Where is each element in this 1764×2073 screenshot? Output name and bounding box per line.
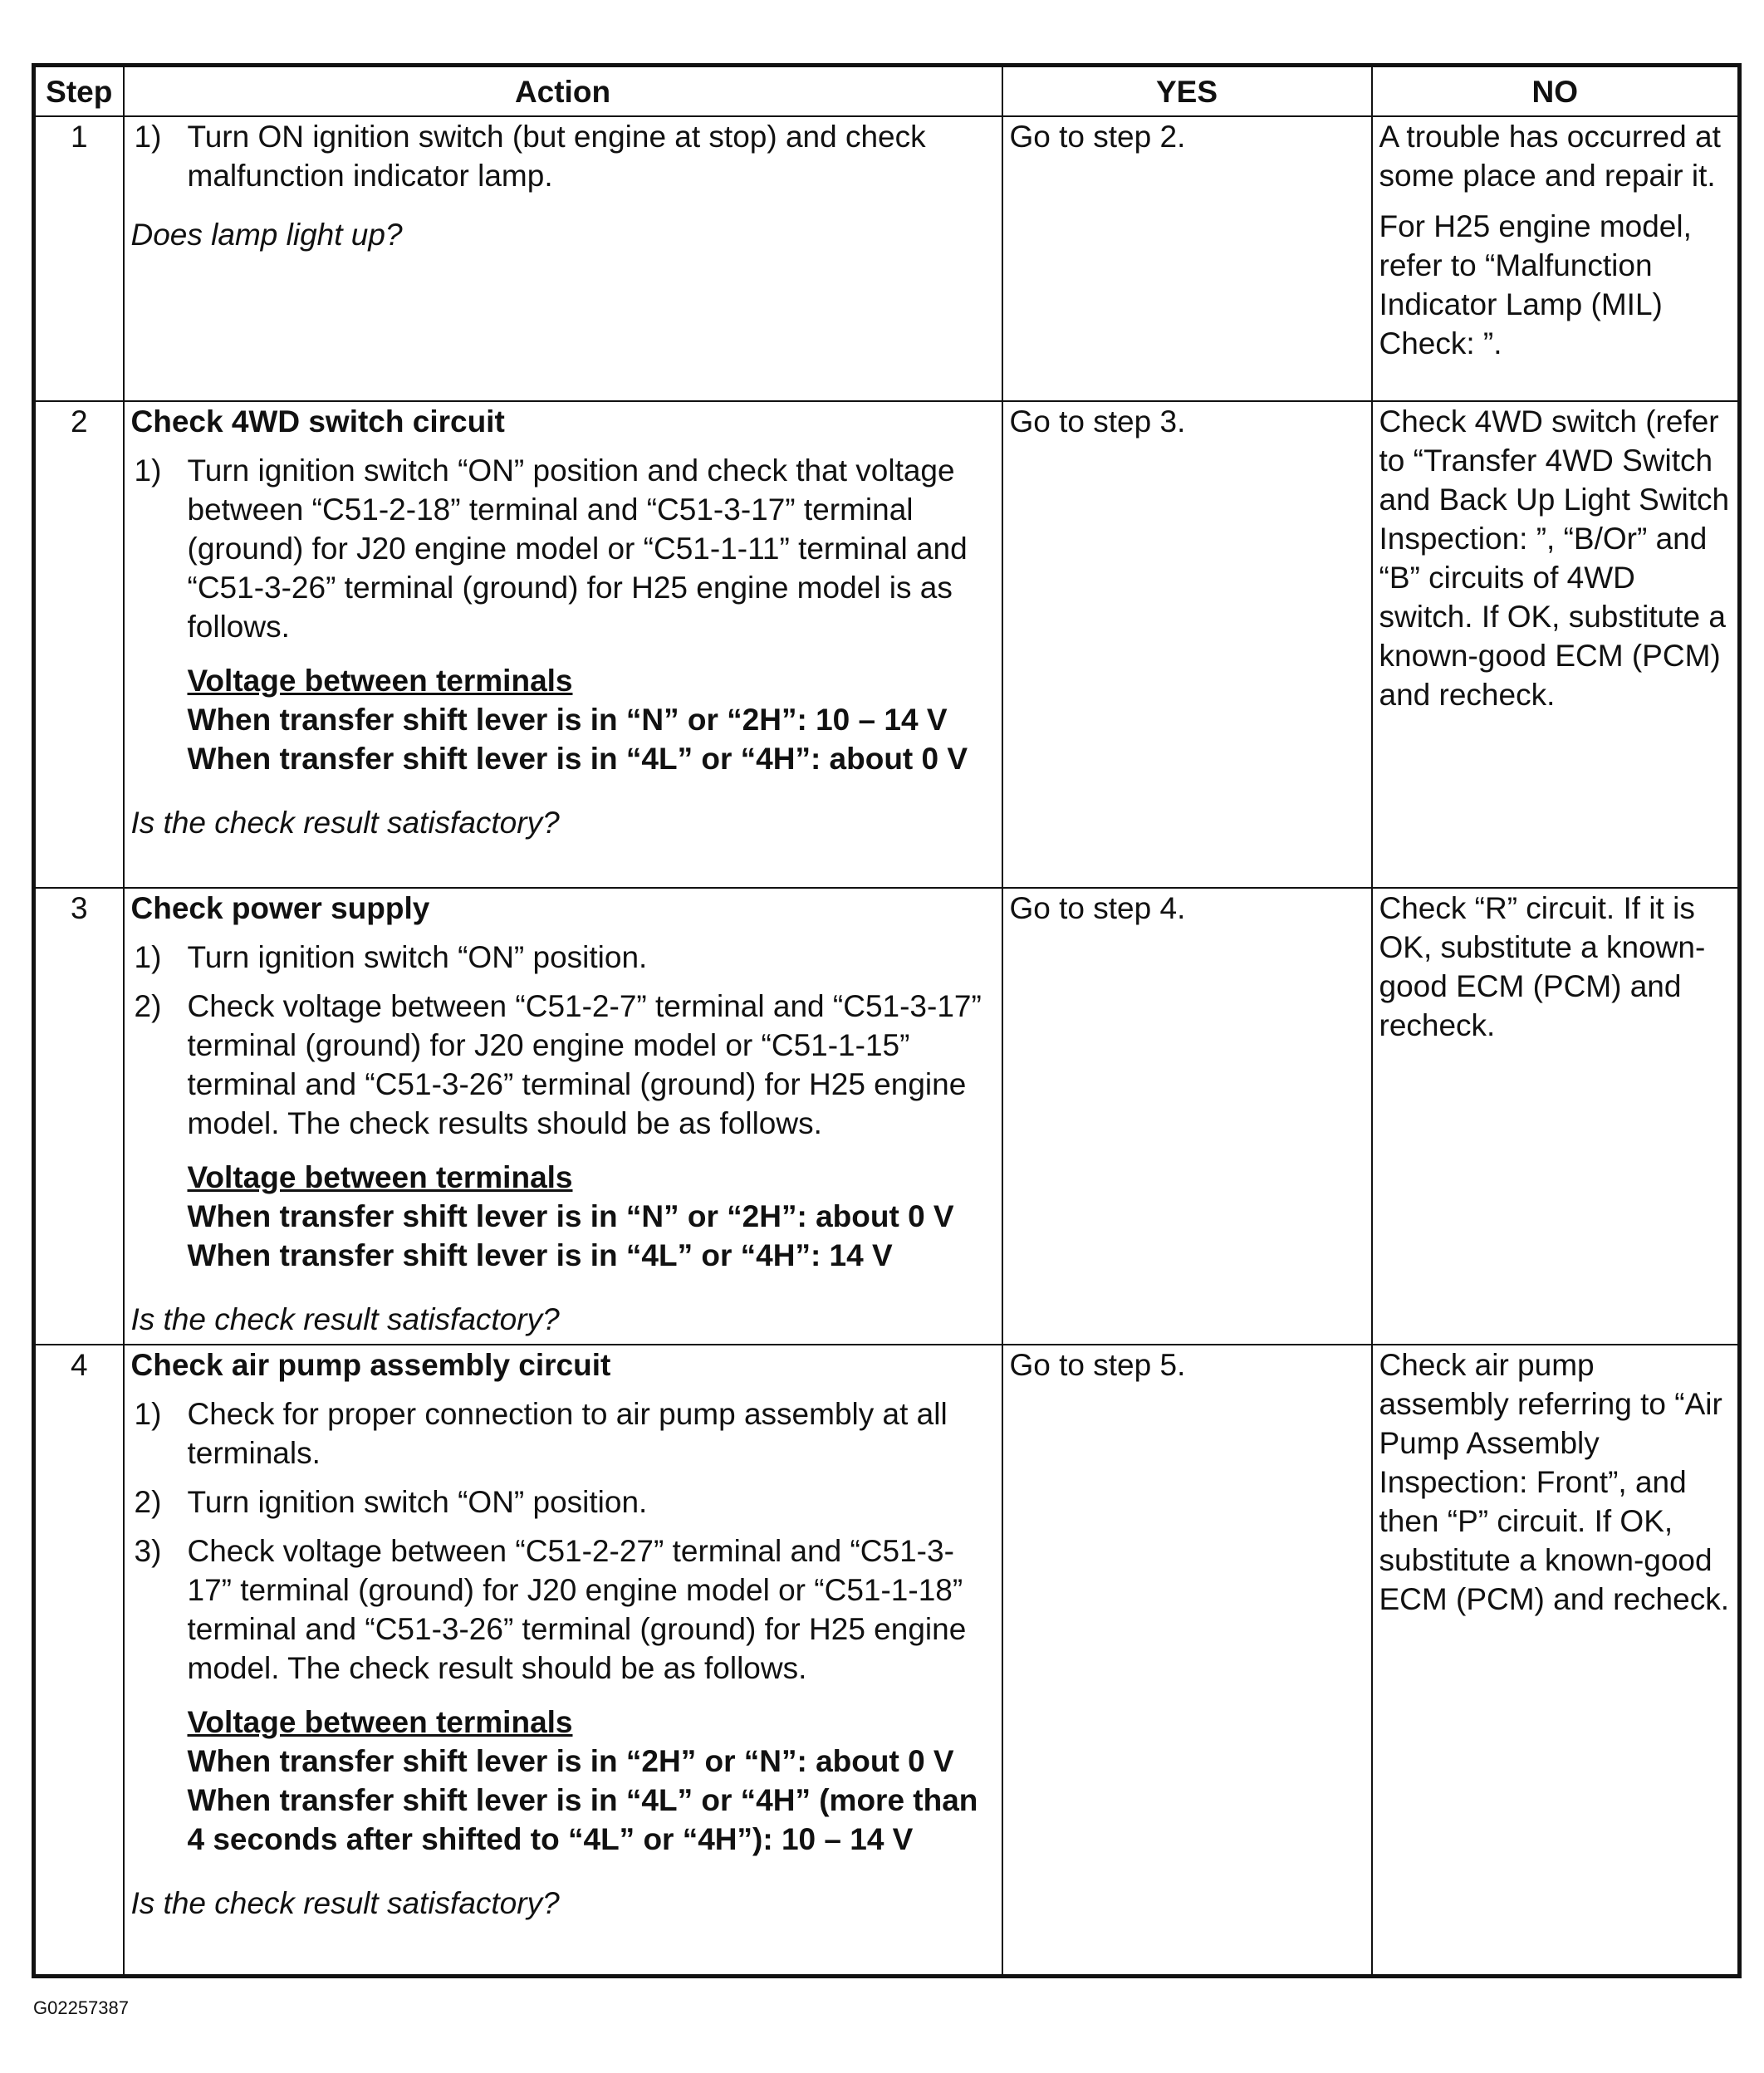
item-number: 2) (134, 989, 162, 1023)
action-list (131, 1394, 995, 1688)
spec-line: When transfer shift lever is in “2H” or “N”: about 0 V (187, 1744, 954, 1778)
list-item (131, 1482, 995, 1522)
spec-line: When transfer shift lever is in “4L” or “4H” (more than 4 seconds after shifted to “4L” or “4H”): 10 – 14 V (187, 1783, 978, 1856)
no-cell (1372, 888, 1740, 1345)
yes-cell: Go to step 2. (1002, 116, 1372, 401)
yes-cell: Go to step 5. (1002, 1345, 1372, 1976)
spec-line: When transfer shift lever is in “N” or “2H”: 10 – 14 V (187, 703, 948, 737)
list-item (131, 1531, 995, 1688)
check-question: Is the check result satisfactory? (130, 1302, 560, 1336)
list-item (131, 938, 995, 977)
item-number: 1) (134, 1397, 162, 1431)
item-text: Turn ignition switch “ON” position. (187, 940, 648, 974)
step-number: 3 (34, 888, 124, 1345)
list-item (131, 451, 995, 646)
no-text: For H25 engine model, refer to “Malfunction Indicator Lamp (MIL) Check: ”. (1379, 209, 1692, 360)
item-text: Check voltage between “C51-2-7” terminal and “C51-3-17” terminal (ground) for J20 engine model or “C51-1-15” terminal and “C51-3-26” terminal (ground) for H25 engine model. The check results should be as follows. (187, 989, 982, 1140)
list-item (131, 117, 995, 195)
action-list (131, 938, 995, 1143)
check-question: Does lamp light up? (130, 218, 403, 252)
no-cell (1372, 1345, 1740, 1976)
spec-heading: Voltage between terminals (187, 664, 573, 698)
action-cell (124, 116, 1002, 401)
table-row (34, 401, 1740, 888)
list-item (131, 987, 995, 1143)
table-row (34, 1345, 1740, 1976)
item-text: Turn ignition switch “ON” position and check that voltage between “C51-2-18” terminal and “C51-3-17” terminal (ground) for J20 engine model or “C51-1-11” terminal and “C51-3-26” terminal (ground) for H25 engine model is as follows. (187, 453, 968, 644)
yes-cell: Go to step 3. (1002, 401, 1372, 888)
table-row (34, 116, 1740, 401)
step-number: 1 (34, 116, 124, 401)
step-title: Check 4WD switch circuit (130, 404, 505, 439)
step-number: 2 (34, 401, 124, 888)
action-list (131, 117, 995, 195)
yes-cell: Go to step 4. (1002, 888, 1372, 1345)
list-item (131, 1394, 995, 1473)
item-text: Check voltage between “C51-2-27” terminal and “C51-3-17” terminal (ground) for J20 engine model or “C51-1-18” terminal and “C51-3-26” terminal (ground) for H25 engine model. The check result should be as follows. (187, 1534, 967, 1685)
spec-line: When transfer shift lever is in “4L” or “4H”: 14 V (187, 1238, 893, 1272)
action-cell (124, 1345, 1002, 1976)
header-row (34, 66, 1740, 117)
item-text: Turn ON ignition switch (but engine at stop) and check malfunction indicator lamp. (187, 120, 926, 193)
item-number: 1) (134, 940, 162, 974)
header-no: NO (1372, 66, 1740, 117)
no-text: A trouble has occurred at some place and repair it. (1379, 120, 1721, 193)
action-list (131, 451, 995, 646)
item-number: 3) (134, 1534, 162, 1568)
check-question: Is the check result satisfactory? (130, 1886, 560, 1920)
item-text: Turn ignition switch “ON” position. (187, 1485, 648, 1519)
no-text: Check “R” circuit. If it is OK, substitute a known-good ECM (PCM) and recheck. (1379, 891, 1706, 1042)
table-row (34, 888, 1740, 1345)
voltage-spec (131, 1158, 995, 1275)
figure-id: G02257387 (33, 1997, 129, 2018)
item-number: 1) (134, 453, 162, 488)
step-title: Check power supply (130, 891, 430, 925)
check-question: Is the check result satisfactory? (130, 806, 560, 840)
voltage-spec (131, 1703, 995, 1859)
header-yes: YES (1002, 66, 1372, 117)
header-action: Action (124, 66, 1002, 117)
item-number: 2) (134, 1485, 162, 1519)
diagnostic-table (32, 63, 1742, 1978)
no-cell (1372, 116, 1740, 401)
item-number: 1) (134, 120, 162, 154)
voltage-spec (131, 661, 995, 778)
no-cell (1372, 401, 1740, 888)
no-text: Check 4WD switch (refer to “Transfer 4WD Switch and Back Up Light Switch Inspection: ”, “B/Or” and “B” circuits of 4WD switch. If OK, substitute a known-good ECM (PCM) and recheck. (1379, 404, 1730, 712)
action-cell (124, 401, 1002, 888)
step-title: Check air pump assembly circuit (130, 1348, 611, 1382)
item-text: Check for proper connection to air pump assembly at all terminals. (187, 1397, 948, 1470)
step-number: 4 (34, 1345, 124, 1976)
spec-line: When transfer shift lever is in “N” or “2H”: about 0 V (187, 1199, 954, 1233)
header-step: Step (34, 66, 124, 117)
spec-heading: Voltage between terminals (187, 1160, 573, 1194)
spec-heading: Voltage between terminals (187, 1705, 573, 1739)
spec-line: When transfer shift lever is in “4L” or “4H”: about 0 V (187, 742, 968, 776)
no-text: Check air pump assembly referring to “Air Pump Assembly Inspection: Front”, and then “P” circuit. If OK, substitute a known-good ECM (PCM) and recheck. (1379, 1348, 1729, 1616)
action-cell (124, 888, 1002, 1345)
